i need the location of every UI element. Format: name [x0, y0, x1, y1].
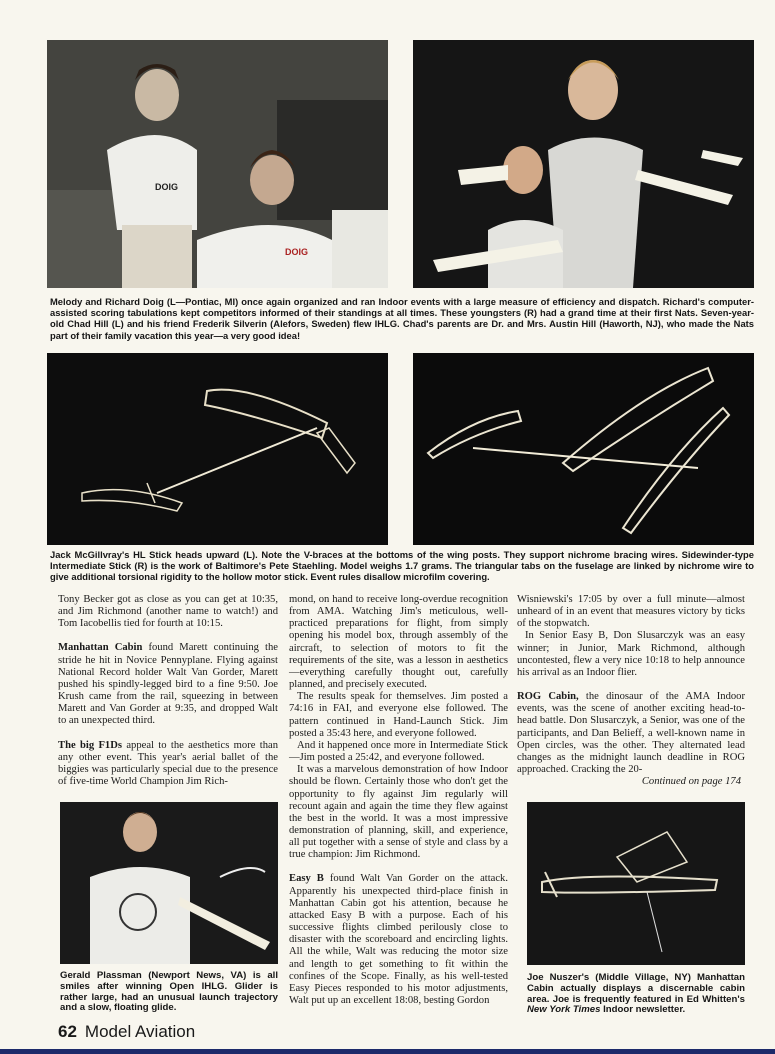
- section-head: Easy B: [289, 873, 324, 885]
- section-head: ROG Cabin,: [517, 691, 579, 703]
- paragraph: [289, 873, 508, 1007]
- paragraph-text: appeal to the aesthetics more than any other event. This year's aerial ballet of the biggies was particularly special due to the presence of five-time World Champion Jim Rich-: [58, 739, 278, 788]
- photo-manhattan-cabin: [527, 802, 745, 965]
- paragraph: mond, on hand to receive long-overdue recognition from AMA. Watching Jim's meticulous, well-practiced preparations for flight, from simply opening his model box, through assembly of the aircraft, to selection of motors to fit the requirements of the site, was a lesson in aesthetics—everything carefully thought out, carefully planned, and precisely executed.: [289, 594, 508, 691]
- paragraph: It was a marvelous demonstration of how Indoor should be flown. Certainly those who don't get the opportunity to fly against Jim regularly will recount again and again the time they flew against the best in the world. It was a most impressive demonstration of planning, skill, and experience, all put together with a sense of style and class by a true champion: Jim Richmond.: [289, 764, 508, 861]
- section-head: Manhattan Cabin: [58, 642, 143, 654]
- page-number: 62: [58, 1022, 77, 1041]
- paragraph: And it happened once more in Intermediate Stick—Jim posted a 25:42, and everyone followed.: [289, 739, 508, 764]
- paragraph: Tony Becker got as close as you can get at 10:35, and Jim Richmond (another name to watch!) and Tom Iacobellis tied for fourth at 10:15.: [58, 594, 278, 630]
- photo-intermediate-stick: [413, 353, 754, 545]
- shirt-logo: DOIG: [155, 182, 179, 192]
- caption-italic: New York Times: [527, 1004, 601, 1016]
- paragraph: The results speak for themselves. Jim posted a 74:16 in FAI, and everyone else followed. The pattern continued in Hand-Launch Stick. Jim posted a 35:43 here, and everyone followed.: [289, 691, 508, 739]
- photo-hl-stick: [47, 353, 388, 545]
- caption-middle-photos: Jack McGillvray's HL Stick heads upward (L). Note the V-braces at the bottoms of the wing posts. They support nichrome bracing wires. Sidewinder-type Intermediate Stick (R) is the work of Baltimore's Pete Staehling. Model weighs 1.7 grams. The triangular tabs on the fuselage are linked by nichrome wire to give additional torsional rigidity to the hollow motor stick. Event rules disallow microfilm covering.: [50, 549, 754, 583]
- photo-doig-scoring: [47, 40, 388, 288]
- caption-plassman: Gerald Plassman (Newport News, VA) is all smiles after winning Open IHLG. Glider is rather large, had an unusual launch trajectory and a slow, floating glide.: [60, 970, 278, 1014]
- paragraph: In Senior Easy B, Don Slusarczyk was an easy winner; in Junior, Mark Richmond, although uncontested, flew a very nice 10:18 to help announce his arrival as an Indoor flier.: [517, 630, 745, 678]
- article-column-1: [58, 594, 278, 788]
- bottom-rule: [0, 1049, 775, 1054]
- photo-plassman: [60, 802, 278, 964]
- caption-top-photos: Melody and Richard Doig (L—Pontiac, MI) once again organized and ran Indoor events with a large measure of efficiency and dispatch. Richard's computer-assisted scoring tabulations kept competitors informed of their standings at all times. These youngsters (R) had a grand time at their first Nats. Seven-year-old Chad Hill (L) and his friend Frederik Silverin (Alefors, Sweden) flew IHLG. Chad's parents are Dr. and Mrs. Austin Hill (Haworth, NJ), who made the Nats part of their family vacation this year—a very good idea!: [50, 296, 754, 341]
- caption-text: Joe Nuszer's (Middle Village, NY) Manhattan Cabin actually displays a discernable cabin area. Joe is frequently featured in Ed Whitten's: [527, 972, 745, 1005]
- article-column-3: [517, 594, 745, 788]
- article-column-2: [289, 594, 508, 1007]
- paragraph: [58, 642, 278, 727]
- continued-on-page: Continued on page 174: [641, 776, 741, 788]
- photo-youngsters-ihlg: [413, 40, 754, 288]
- paragraph: [517, 691, 745, 776]
- shirt-logo: DOIG: [285, 247, 309, 257]
- section-head: The big F1Ds: [58, 739, 122, 751]
- paragraph-text: found Walt Van Gorder on the attack. Apparently his unexpected third-place finish in Manhattan Cabin got his attention, because he attacked Easy B with a purpose. Each of his successive flights climbed perilously close to disaster with the scoreboard and encircling lights. All the while, Walt was reducing the motor size and length to get something to fit within the confines of the Scope. Finally, as his well-tested Easy Pieces responded to his motor adjustments, Walt put up an excellent 18:08, besting Gordon: [289, 873, 509, 1006]
- caption-nuszer: [527, 973, 745, 1016]
- paragraph: Wisniewski's 17:05 by over a full minute—almost unheard of in an event that measures victory by ticks of the stopwatch.: [517, 594, 745, 630]
- page-footer: [58, 1022, 195, 1042]
- caption-text: Indoor newsletter.: [600, 1004, 686, 1016]
- magazine-title: Model Aviation: [84, 1022, 196, 1041]
- paragraph-text: found Marett continuing the stride he hit in Novice Pennyplane. Flying against National Record holder Walt Van Gorder, Marett pushed his spindly-legged bird to a fine 9:50. Joe Krush came from the rail, squeezing in between Marett and Van Gorder at 9:35, and dropped Walt to an unexpected third.: [58, 642, 278, 727]
- paragraph: [58, 740, 278, 789]
- paragraph-text: the dinosaur of the AMA Indoor events, was the scene of another exciting head-to-head battle. Don Slusarczyk, a Senior, was one of the participants, and Dan Belieff, a well-known name in Open circles, was the other. They alternated lead changes as the midnight launch deadline in ROG approached. Cracking the 20-: [517, 691, 745, 776]
